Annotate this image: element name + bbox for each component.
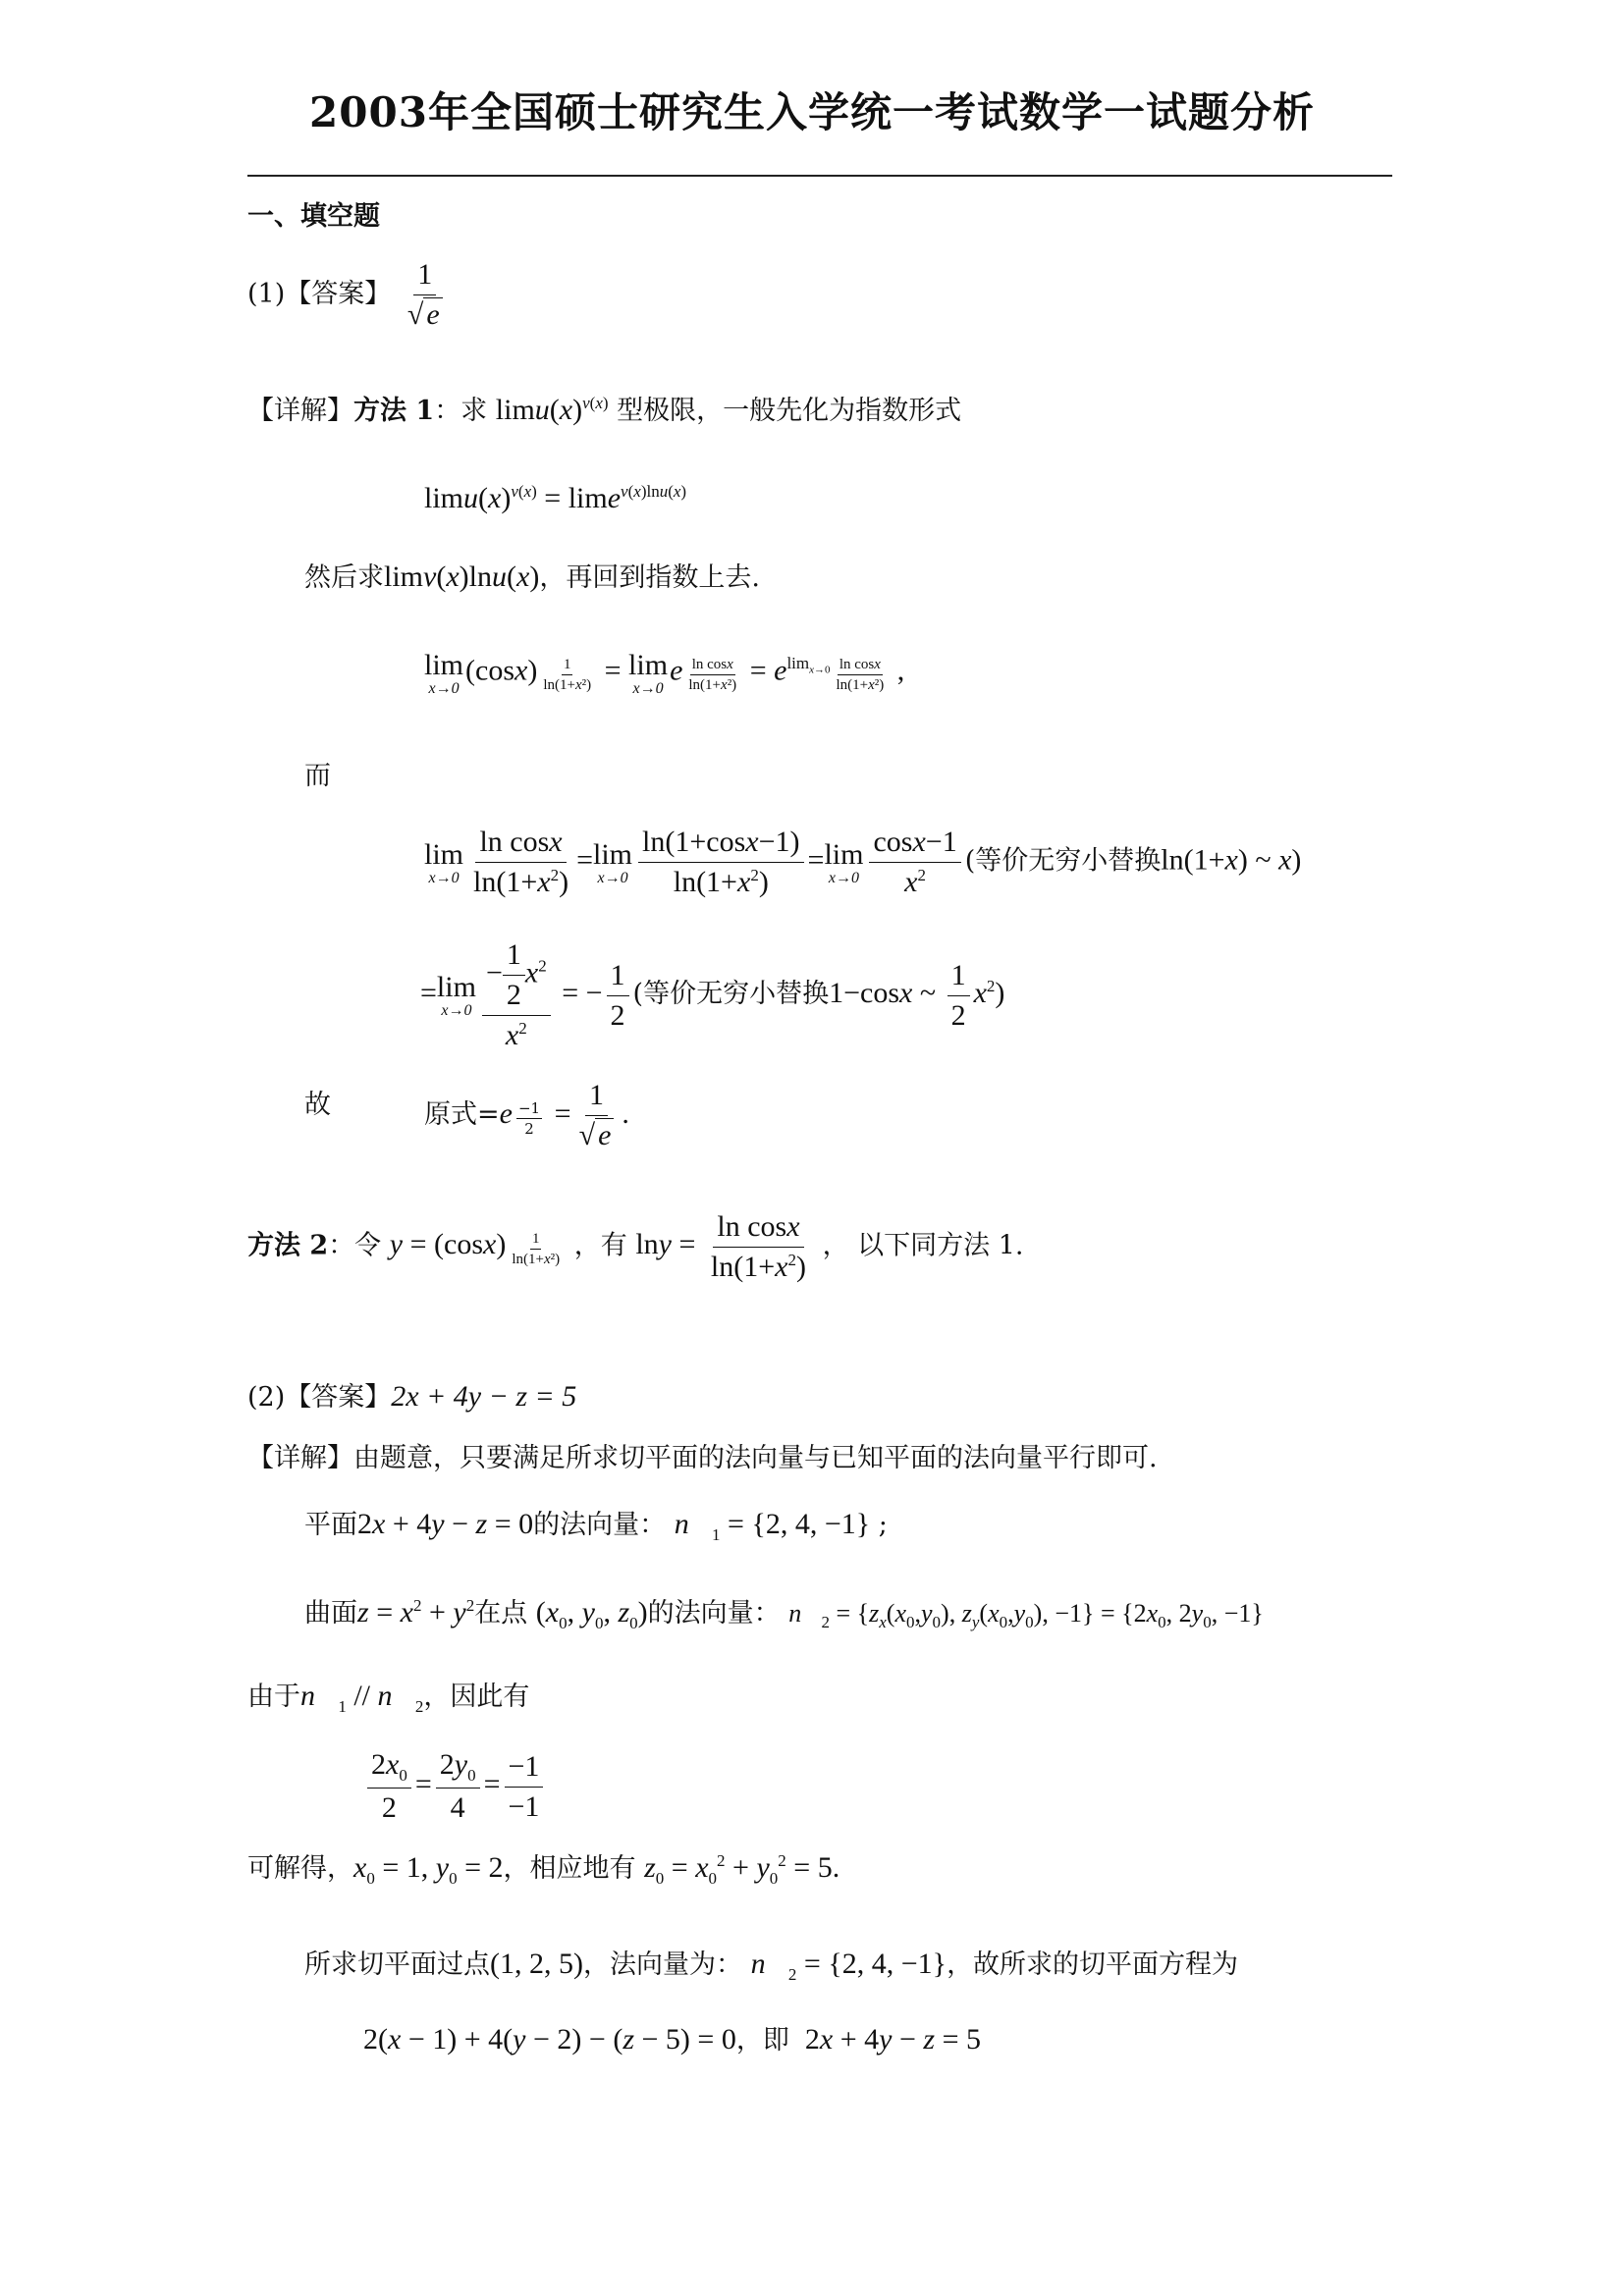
q1-formula-limit: lim x→0 (cosx) $\frac{1}{\text{ln(1+x²)}}$ = lim x→0 e $\frac{\text{ln cosx}}{\text{ln(1+x²)}}$ = $e^{lim_{x\to 0}}$ $\frac{\text{ln cosx}}{\text{ln(1+x²)}}$ ,: [424, 649, 905, 697]
q2-ratio: $\frac{2x_0}{2}$ = $\frac{2y_0}{4}$ = $\frac{-1}{-1}$: [363, 1747, 547, 1826]
q1-formula-exp: $\lim u(x)^{v(x)} = \lim e^{v(x)lnu(x)}$: [424, 482, 687, 514]
q1-answer-fraction: $\frac{1}{√ e}$: [404, 257, 447, 333]
q1-method2-line: 方法 2：令 y = (cosx) $\frac{1}{\text{ln(1+x²)}}$ ，有 lny = $\frac{\text{ln cosx}}{\ln(1+x^2)}$ ， 以下同方法 1.: [247, 1210, 1024, 1283]
title-rule: [247, 175, 1392, 177]
q2-final: 2(x − 1) + 4(y − 2) − (z − 5) = 0，即 2x + 4y − z = 5: [363, 2023, 982, 2056]
q2-since: 由于$n⃗_1$ // $n⃗_2$，因此有: [247, 1680, 530, 1716]
q1-formula-chain2: = lim x→0 − $\frac{1}{2}$ $x^2$ $x^2$ = − $\frac{1}{2}$ (等价无穷小替换1−cosx ~ $\frac{1}{2}$ $x^2$): [420, 938, 1005, 1051]
q1-label: (1)【答案】: [247, 279, 392, 309]
q1-gu: 故: [304, 1090, 331, 1120]
q1-then-line: 然后求limv(x)lnu(x)，再回到指数上去.: [304, 561, 760, 593]
q1-result: 原式=e $\frac{-1}{2}$ = $\frac{1}{√ e}$ .: [424, 1079, 629, 1151]
q2-plane: 平面2x + 4y − z = 0的法向量： $n⃗_1 = \{2$, 4, −1} ;: [304, 1508, 888, 1544]
q1-er: 而: [304, 761, 331, 791]
q1-method1-line: 【详解】方法 1：求 $\lim u(x)^{v(x)}$ 型极限，一般先化为指数形式: [247, 394, 962, 426]
q2-pass: 所求切平面过点(1, 2, 5)，法向量为： $n⃗_2 = \{2$, 4, −1}，故所求的切平面方程为: [304, 1948, 1239, 1984]
page-title: 2003年全国硕士研究生入学统一考试数学一试题分析: [309, 88, 1315, 136]
q2-solve: 可解得，$x_0 = 1$, $y_0 = 2$，相应地有 $z_0 = x_0^2 + y_0^2 = 5$.: [247, 1851, 840, 1888]
q2-surface: 曲面$z = x^2 + y^2$在点 ($x_0$, $y_0$, $z_0$)的法向量： $n⃗_2 = \{z_x(x_0,y_0)$, $z_y(x_0,y_0)$, $-1\} = \{2x_0$, $2y_0$, −1}: [304, 1596, 1264, 1632]
q2-answer: (2)【答案】2x + 4y − z = 5: [247, 1380, 577, 1413]
q1-answer: [247, 257, 451, 333]
q1-formula-chain1: lim x→0 $\frac{\text{ln cosx}}{\ln(1+x^2)}$ = lim x→0 $\frac{\ln(1+\cos x-1)}{\ln(1+x^2)}$ = lim x→0 $\frac{\cos x-1}{x^2}$ (等价无穷小替换ln(1+x) ~ x): [424, 826, 1302, 898]
section-heading: 一、填空题: [247, 201, 380, 232]
q2-detail: 【详解】由题意，只要满足所求切平面的法向量与已知平面的法向量平行即可.: [247, 1443, 1158, 1473]
